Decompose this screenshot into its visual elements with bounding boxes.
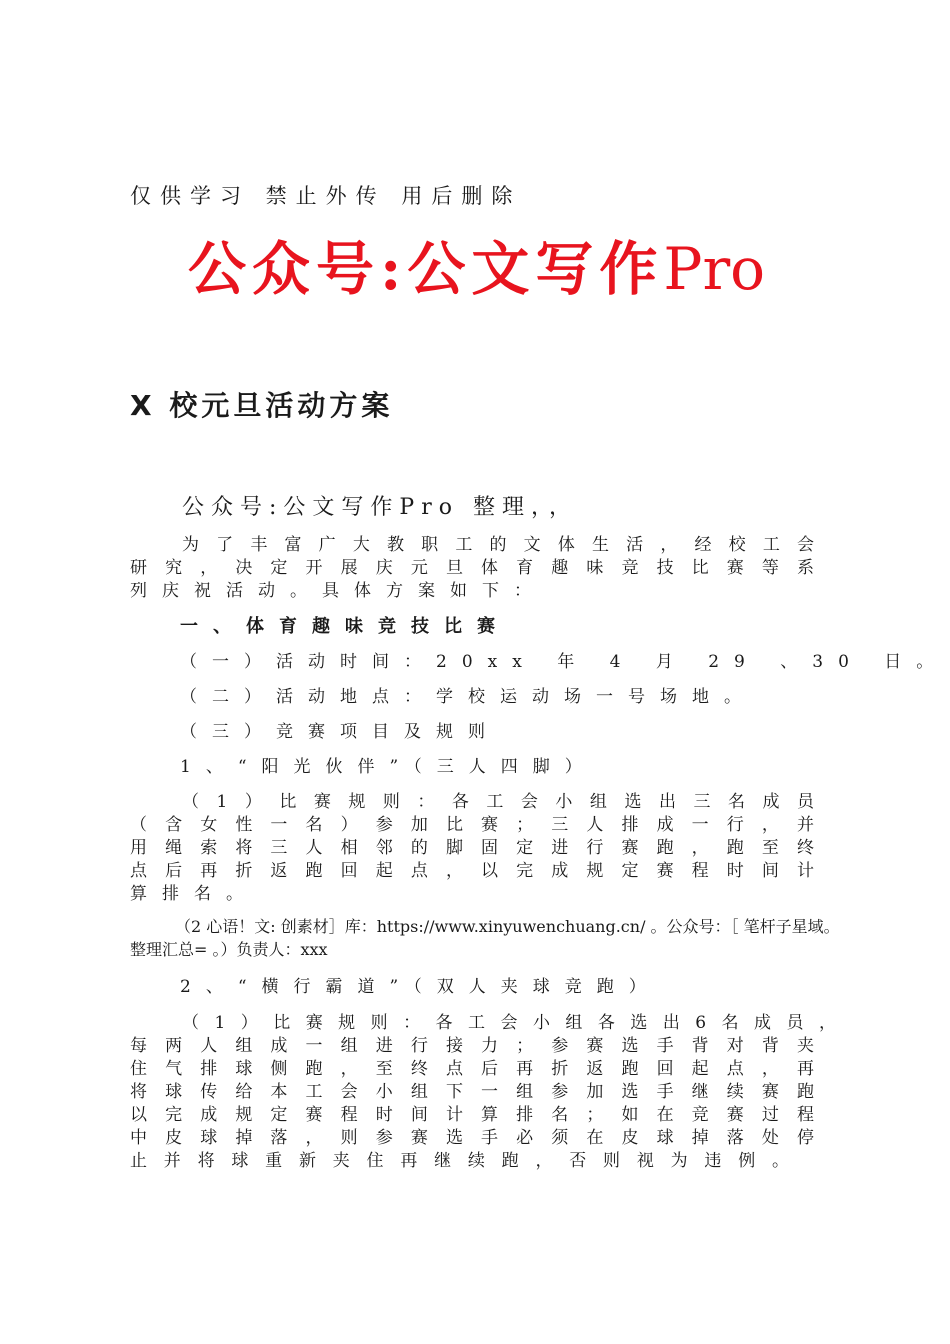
game2-rule-line: 住气排球侧跑，至终点后再折返跑回起点，再 [130,1059,815,1079]
game1-rule-line: （含女性一名）参加比赛；三人排成一行，并 [130,815,815,835]
game1-title: 1、“阳光伙伴”（三人四脚） [180,757,597,777]
brand-pro: Pro [663,235,766,303]
game1-rule-line: 点后再折返跑回起点，以完成规定赛程时间计 [130,861,815,881]
game1-rule-line: 算排名。 [130,884,258,904]
usage-notice: 仅供学习 禁止外传 用后删除 [130,184,522,208]
brand-name: 公众号:公文写作 [188,235,664,303]
game2-rule-line: 止并将球重新夹住再继续跑，否则视为违例。 [130,1151,790,1171]
section-heading: 一、体育趣味竞技比赛 [180,616,510,637]
game1-rule-line: 用绳索将三人相邻的脚固定进行赛跑，跑至终 [130,838,815,858]
activity-place: （二）活动地点：学校运动场一号场地。 [180,687,756,707]
brand-watermark [188,222,765,306]
game2-rule-line: 每两人组成一组进行接力；参赛选手背对背夹 [130,1036,815,1056]
game2-rule-line: 中皮球掉落，则参赛选手必须在皮球掉落处停 [130,1128,815,1148]
game1-rule-line: （1）比赛规则：各工会小组选出三名成员 [182,792,815,812]
contact-line: （2 心语！文: 创素材］库：https://www.xinyuwenchuang.cn/ 。公众号：［ 笔杆子星域。 [175,917,840,936]
contact-line: 整理汇总= 。）负责人：xxx [130,940,328,959]
intro-line: 为了丰富广大教职工的文体生活，经校工会 [182,535,815,555]
game2-rule-line: 将球传给本工会小组下一组参加选手继续赛跑 [130,1082,815,1102]
activity-time: （一）活动时间：20xx 年 4 月 29 、30 日。 [180,652,949,672]
document-subtitle: 公众号:公文写作Pro 整理，， [182,495,578,520]
game2-title: 2、“横行霸道”（双人夹球竞跑） [180,977,661,997]
document-title: X 校元旦活动方案 [130,389,394,422]
game2-rule-line: （1）比赛规则：各工会小组各选出6名成员， [182,1013,837,1033]
items-heading: （三）竞赛项目及规则 [180,722,500,742]
intro-line: 列庆祝活动。具体方案如下： [130,581,546,601]
game2-rule-line: 以完成规定赛程时间计算排名；如在竞赛过程 [130,1105,815,1125]
intro-line: 研究，决定开展庆元旦体育趣味竞技比赛等系 [130,558,815,578]
